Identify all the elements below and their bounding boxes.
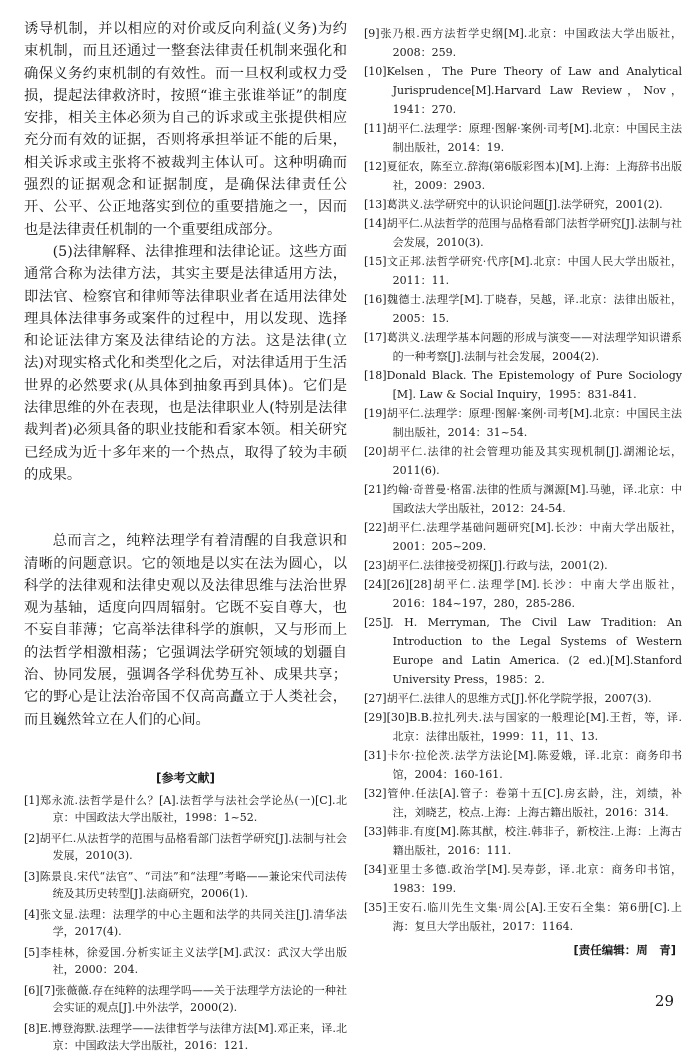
references-heading: [参考文献] [156,770,215,785]
reference-item: [27]胡平仁.法律人的思维方式[J].怀化学院学报，2007(3). [364,692,652,705]
reference-item: [19]胡平仁.法理学：原理·图解·案例·司考[M].北京：中国民主法制出版社，2014：31~54. [364,407,682,439]
page-number: 29 [654,992,674,1010]
reference-list-right [364,24,682,936]
right-column [364,24,682,936]
reference-item: [4]张文显.法理：法理学的中心主题和法学的共同关注[J].清华法学，2017(4). [24,907,347,939]
reference-item: [11]胡平仁.法理学：原理·图解·案例·司考[M].北京：中国民主法制出版社，2014：19. [364,122,682,154]
reference-item: [5]李桂林，徐爱国.分析实证主义法学[M].武汉：武汉大学出版社，2000：204. [24,945,347,977]
reference-item: [6][7]张薇薇.存在纯粹的法理学吗——关于法理学方法论的一种社会实证的观点[J].中外法学，2000(2). [24,983,347,1015]
reference-item: [24][26][28]胡平仁.法理学[M].长沙：中南大学出版社，2016：184~197，280，285-286. [364,578,682,610]
reference-item: [35]王安石.临川先生文集·周公[A].王安石全集：第6册[C].上海：复旦大学出版社，2017：1164. [364,901,682,933]
reference-item: [20]胡平仁.法律的社会管理功能及其实现机制[J].湖湘论坛，2011(6). [364,445,682,477]
body-paragraph: 诱导机制，并以相应的对价或反向利益(义务)为约束机制，而且还通过一整套法律责任机制来强化和确保义务约束机制的有效性。而一旦权利或权力受损，提起法律救济时，按照“谁主张谁举证”的制度安排，相关主体必须为自己的诉求或主张提供相应充分而有效的证据，否则将承担举证不能的后果，相关诉求或主张将不被裁判主体认可。这种明确而强烈的证据观念和证据制度，是确保法律责任公开、公平、公正地落实到位的重要措施之一，因而也是法律责任机制的一个重要组成部分。 [24,21,347,238]
reference-item: [2]胡平仁.从法哲学的范围与品格看部门法哲学研究[J].法制与社会发展，2010(3). [24,831,347,863]
reference-item: [14]胡平仁.从法哲学的范围与品格看部门法哲学研究[J].法制与社会发展，2010(3). [364,217,682,249]
conclusion-paragraph: 总而言之，纯粹法理学有着清醒的自我意识和清晰的问题意识。它的领地是以实在法为圆心，以科学的法律观和法律史观以及法律思维与法治世界观为基轴，适度向四周辐射。它既不妄自尊大，也不妄自菲薄；它高举法律科学的旗帜，又与形而上的法哲学相激相荡；它强调法学研究领域的划疆自治、协同发展，强调各学科优势互补、成果共享；它的野心是让法治帝国不仅高高矗立于人类社会，而且巍然耸立在人们的心间。 [24,533,347,728]
reference-item: [16]魏德士.法理学[M].丁晓春，吴越，译.北京：法律出版社，2005：15. [364,293,682,325]
reference-item: [32]管仲.任法[A].管子：卷第十五[C].房玄龄，注，刘绩，补注，刘晓艺，校点.上海：上海古籍出版社，2016：314. [364,787,682,819]
reference-item: [10]Kelsen，The Pure Theory of Law and Analytical Jurisprudence[M].Harvard Law Review，Nov，1941：270. [364,65,682,116]
reference-list-left [24,792,347,1055]
reference-item: [13]葛洪义.法学研究中的认识论问题[J].法学研究，2001(2). [364,198,663,211]
left-column [24,18,347,1058]
reference-item: [18]Donald Black. The Epistemology of Pure Sociology [M]. Law & Social Inquiry，1995：831-841. [364,369,682,401]
reference-item: [34]亚里士多德.政治学[M].吴寿彭，译.北京：商务印书馆，1983：199. [364,863,682,895]
reference-item: [31]卡尔·拉伦茨.法学方法论[M].陈爱娥，译.北京：商务印书馆，2004：160-161. [364,749,682,781]
reference-item: [33]韩非.有度[M].陈其猷，校注.韩非子，新校注.上海：上海古籍出版社，2016：111. [364,825,682,857]
reference-item: [17]葛洪义.法理学基本问题的形成与演变——对法理学知识谱系的一种考察[J].法制与社会发展，2004(2). [364,331,682,363]
reference-item: [9]张乃根.西方法哲学史纲[M].北京：中国政法大学出版社，2008：259. [364,27,682,59]
body-paragraph: (5)法律解释、法律推理和法律论证。这些方面通常合称为法律方法，其实主要是法律适用方法，即法官、检察官和律师等法律职业者在适用法律处理具体法律事务或案件的过程中，用以发现、选择和论证法律方案及法律结论的方法。这是法律(立法)对现实格式化和类型化之后，对法律适用于生活世界的必然要求(从具体到抽象再到具体)。它们是法律思维的外在表现，也是法律职业人(特别是法律裁判者)必须具备的职业技能和看家本领。相关研究已经成为近十多年来的一个热点，取得了较为丰硕的成果。 [24,243,347,483]
reference-item: [15]文正邦.法哲学研究·代序[M].北京：中国人民大学出版社，2011：11. [364,255,682,287]
responsible-editor: [责任编辑：周 青] [573,943,676,957]
reference-item: [22]胡平仁.法理学基础问题研究[M].长沙：中南大学出版社，2001：205~209. [364,521,682,553]
reference-item: [25]J. H. Merryman, The Civil Law Tradition: An Introduction to the Legal Systems of Western Europe and Latin America. (2 ed.)[M].Stanford University Press，1985：2. [364,616,682,686]
reference-item: [8]E.博登海默.法理学——法律哲学与法律方法[M].邓正来，译.北京：中国政法大学出版社，2016：121. [24,1021,347,1053]
reference-item: [23]胡平仁.法律接受初探[J].行政与法，2001(2). [364,559,608,572]
reference-item: [29][30]B.B.拉扎列夫.法与国家的一般理论[M].王哲，等，译.北京：法律出版社，1999：11，11、13. [364,711,682,743]
reference-item: [3]陈景良.宋代“法官”、“司法”和“法理”考略——兼论宋代司法传统及其历史转型[J].法商研究，2006(1). [24,869,347,901]
reference-item: [1]郑永流.法哲学是什么？[A].法哲学与法社会学论丛(一)[C].北京：中国政法大学出版社，1998：1~52. [24,793,347,825]
reference-item: [21]约翰·奇普曼·格雷.法律的性质与渊源[M].马驰，译.北京：中国政法大学出版社，2012：24-54. [364,483,682,515]
reference-item: [12]夏征农，陈至立.辞海(第6版彩图本)[M].上海：上海辞书出版社，2009：2903. [364,160,682,192]
